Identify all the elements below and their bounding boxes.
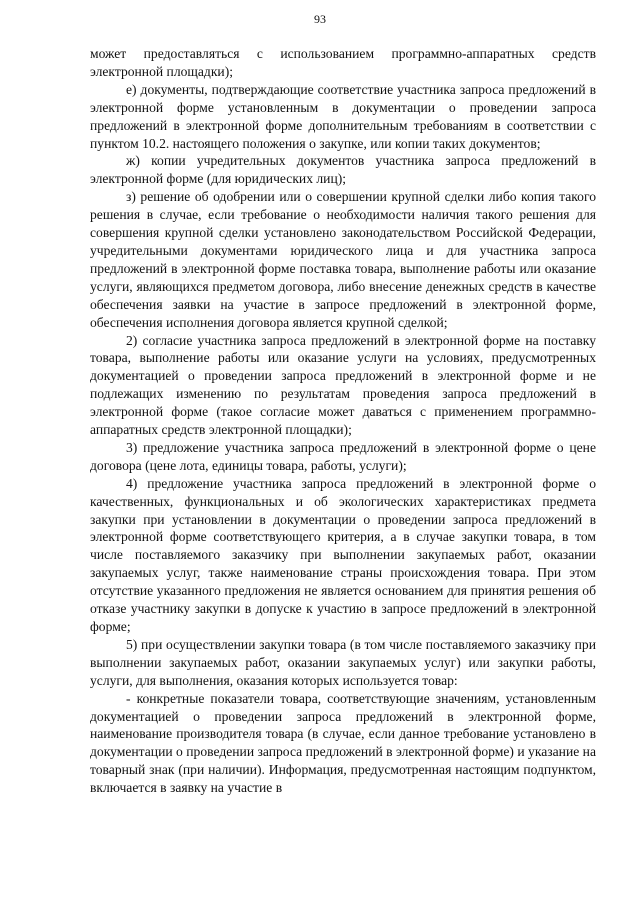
page-number: 93 xyxy=(314,12,326,26)
paragraph-item-zh: ж) копии учредительных документов участника запроса предложений в электронной форме (для юридических лиц); xyxy=(90,153,596,187)
paragraph-item-5: 5) при осуществлении закупки товара (в том числе поставляемого заказчику при выполнении закупаемых работ, оказании закупаемых услуг) или закупки работы, услуги, для выполнения, оказания которых используется товар: xyxy=(90,636,596,688)
paragraph-item-3: 3) предложение участника запроса предложений в электронной форме о цене договора (цене лота, единицы товара, работы, услуги); xyxy=(90,439,596,473)
paragraph-item-e: е) документы, подтверждающие соответствие участника запроса предложений в электронной форме установленным в документации о проведении запроса предложений в электронной форме дополнительным требованиям в соответствии с пунктом 10.2. настоящего положения о закупке, или копии таких документов; xyxy=(90,81,596,151)
paragraph-continuation: может предоставляться с использованием программно-аппаратных средств электронной площадки); xyxy=(90,46,596,79)
document-body xyxy=(90,45,596,797)
paragraph-item-4: 4) предложение участника запроса предложений в электронной форме о качественных, функциональных и об экологических характеристиках предмета закупки при установлении в документации о проведении запроса предложений в электронной форме соответствующего критерия, а в случае закупки товара, в том числе поставляемого заказчику при выполнении закупаемых работ, оказании закупаемых услуг, также наименование страны происхождения товара. При этом отсутствие указанного предложения не является основанием для принятия решения об отказе участнику закупки в допуске к участию в запросе предложений в электронной форме; xyxy=(90,475,596,634)
paragraph-item-z: з) решение об одобрении или о совершении крупной сделки либо копия такого решения в случае, если требование о необходимости наличия такого решения для совершения крупной сделки установлено законодательством Российской Федерации, учредительными документами юридического лица и для участника запроса предложений в электронной форме поставка товара, выполнение работы или оказание услуги, являющихся предметом договора, либо внесение денежных средств в качестве обеспечения заявки на участие в запросе предложений в электронной форме, обеспечения исполнения договора является крупной сделкой; xyxy=(90,189,596,330)
paragraph-item-2: 2) согласие участника запроса предложений в электронной форме на поставку товара, выполнение работы или оказание услуги на условиях, предусмотренных документацией о проведении запроса предложений в электронной форме и не подлежащих изменению по результатам проведения запроса предложений в электронной форме (такое согласие может даваться с применением программно-аппаратных средств электронной площадки); xyxy=(90,332,596,438)
paragraph-dash-item: - конкретные показатели товара, соответствующие значениям, установленным документацией о проведении запроса предложений в электронной форме, наименование производителя товара (в случае, если данное требование установлено в документации о проведении запроса предложений в электронной форме) и указание на товарный знак (при наличии). Информация, предусмотренная настоящим подпунктом, включается в заявку на участие в xyxy=(90,690,596,796)
